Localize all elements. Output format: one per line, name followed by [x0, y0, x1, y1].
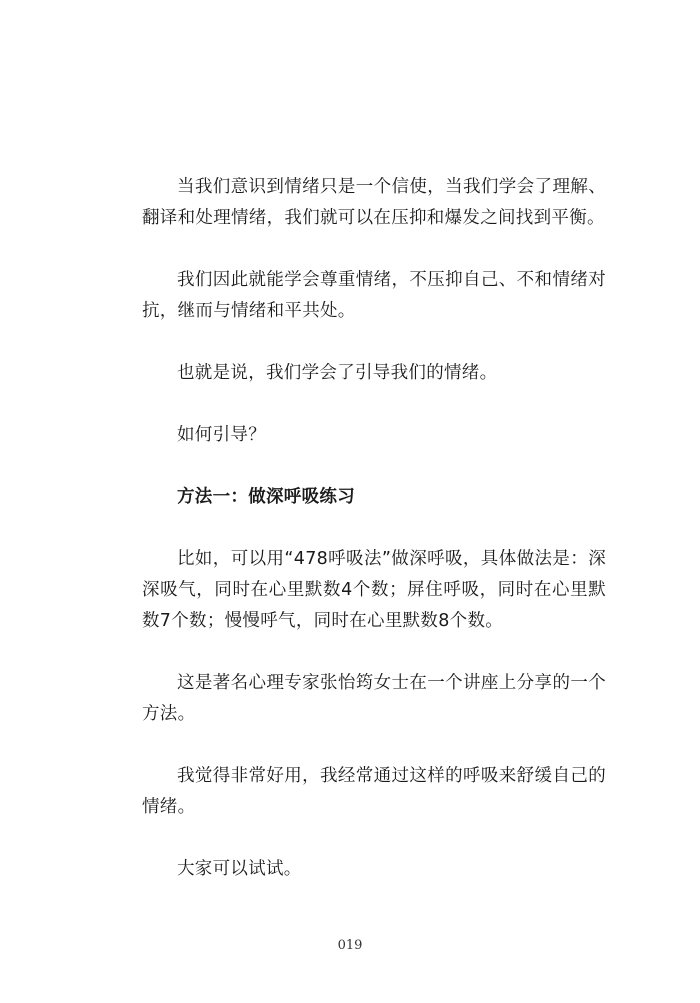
paragraph-1: 当我们意识到情绪只是一个信使，当我们学会了理解、翻译和处理情绪，我们就可以在压抑和爆发之间找到平衡。: [142, 177, 606, 228]
paragraph-7: 我觉得非常好用，我经常通过这样的呼吸来舒缓自己的情绪。: [142, 766, 606, 817]
page-number: 019: [337, 938, 363, 953]
section-heading: 方法一：做深呼吸练习: [177, 487, 355, 507]
paragraph-8: 大家可以试试。: [177, 859, 302, 879]
paragraph-5: 比如，可以用“478呼吸法”做深呼吸，具体做法是：深深吸气，同时在心里默数4个数；屏住呼吸，同时在心里默数7个数；慢慢呼气，同时在心里默数8个数。: [142, 549, 606, 631]
paragraph-2: 我们因此就能学会尊重情绪，不压抑自己、不和情绪对抗，继而与情绪和平共处。: [142, 270, 606, 321]
paragraph-6: 这是著名心理专家张怡筠女士在一个讲座上分享的一个方法。: [142, 673, 606, 724]
paragraph-4: 如何引导？: [177, 425, 266, 445]
paragraph-3: 也就是说，我们学会了引导我们的情绪。: [177, 363, 498, 383]
page-body: [142, 172, 606, 916]
